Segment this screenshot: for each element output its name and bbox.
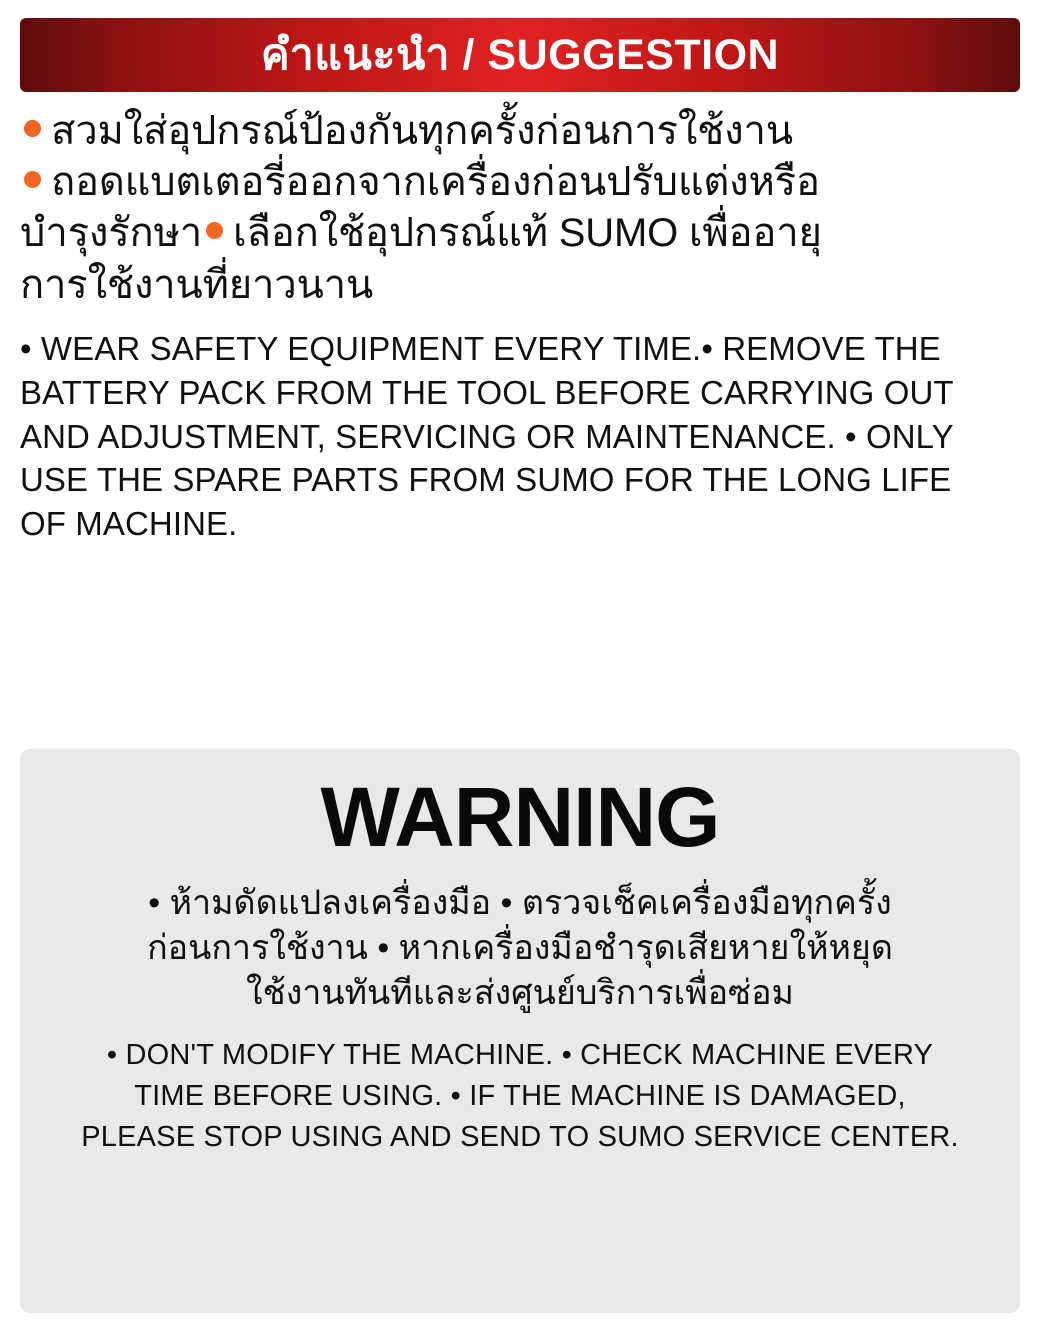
warning-panel [20, 749, 1020, 1313]
label-page [0, 18, 1040, 1339]
english-line: USE THE SPARE PARTS FROM SUMO FOR THE LONG LIFE [20, 461, 952, 499]
english-line: OF MACHINE. [20, 505, 238, 543]
suggestion-banner-title: คำแนะนำ / SUGGESTION [260, 30, 780, 79]
thai-line-text: สวมใส่อุปกรณ์ป้องกันทุกครั้งก่อนการใช้งาน [51, 109, 793, 153]
thai-flow-pre: บำรุงรักษา [20, 211, 202, 256]
bullet-dot-icon [206, 222, 223, 239]
english-line: AND ADJUSTMENT, SERVICING OR MAINTENANCE. • ONLY [20, 417, 954, 455]
thai-flow-line [20, 208, 1020, 259]
thai-flow-post: เลือกใช้อุปกรณ์แท้ SUMO เพื่ออายุ [233, 211, 822, 256]
thai-bullet-line [20, 157, 1020, 208]
suggestion-banner [20, 18, 1020, 92]
bullet-dot-icon [24, 120, 41, 137]
thai-line-text: ถอดแบตเตอรี่ออกจากเครื่องก่อนปรับแต่งหรือ [51, 160, 820, 205]
english-line: BATTERY PACK FROM THE TOOL BEFORE CARRYING OUT [20, 373, 954, 411]
warning-english-line: • DON'T MODIFY THE MACHINE. • CHECK MACHINE EVERY [106, 1038, 934, 1071]
warning-thai-line: • ห้ามดัดแปลงเครื่องมือ • ตรวจเช็คเครื่องมือทุกครั้ง [148, 884, 892, 922]
thai-bullet-line [20, 106, 1020, 157]
thai-flow-last: การใช้งานที่ยาวนาน [20, 262, 374, 307]
suggestion-english-text [20, 327, 1020, 546]
suggestion-thai-text [20, 106, 1020, 311]
bullet-dot-icon [24, 171, 41, 188]
english-line: • WEAR SAFETY EQUIPMENT EVERY TIME.• REMOVE THE [20, 329, 941, 367]
warning-english-text [42, 1035, 998, 1159]
warning-thai-line: ใช้งานทันทีและส่งศูนย์บริการเพื่อซ่อม [246, 974, 794, 1013]
warning-thai-text [42, 881, 998, 1017]
warning-title: WARNING [320, 770, 720, 864]
warning-english-line: PLEASE STOP USING AND SEND TO SUMO SERVICE CENTER. [81, 1121, 959, 1153]
warning-english-line: TIME BEFORE USING. • IF THE MACHINE IS DAMAGED, [134, 1079, 906, 1112]
warning-thai-line: ก่อนการใช้งาน • หากเครื่องมือชำรุดเสียหายให้หยุด [147, 929, 893, 968]
